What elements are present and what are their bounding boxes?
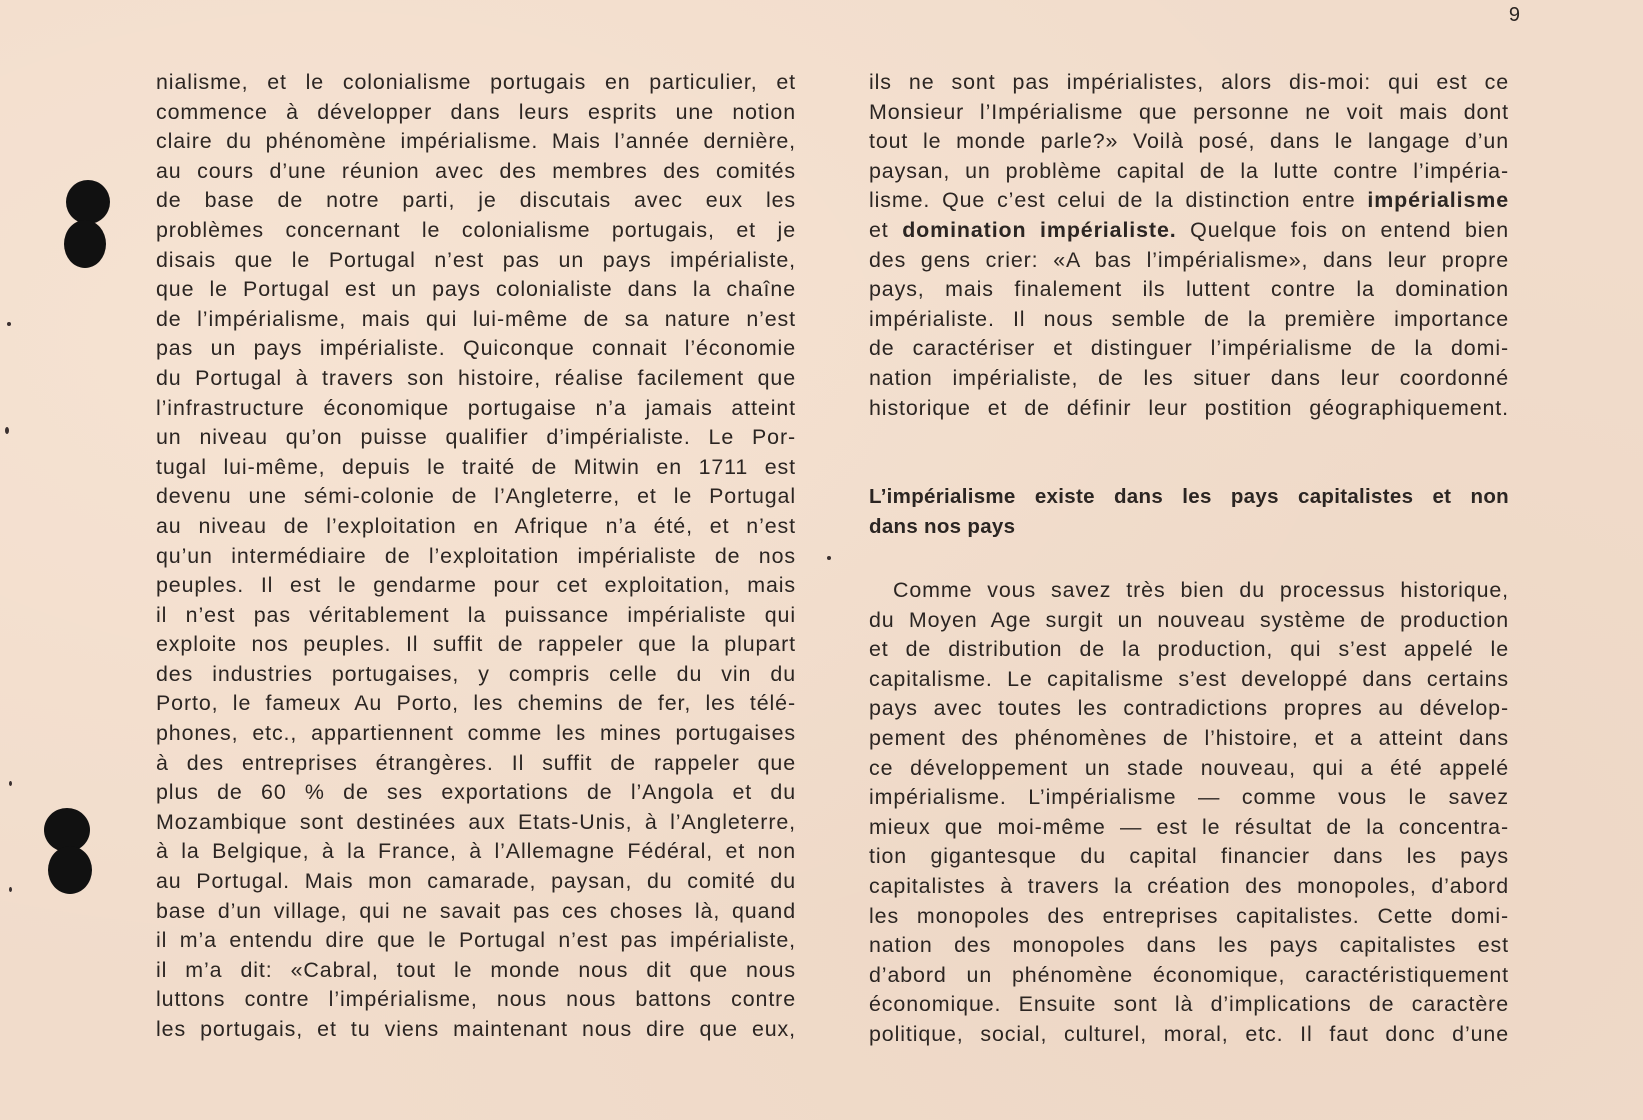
text-line: les portugais, et tu viens maintenant nous dire que eux, — [156, 1017, 796, 1041]
text-line: nation impérialiste, de les situer dans leur coordonné — [869, 365, 1509, 390]
text-line: les monopoles des entreprises capitalistes. Cette domi- — [869, 903, 1509, 928]
text-line: de base de notre parti, je discutais avec eux les — [156, 188, 796, 213]
text-line: peuples. Il est le gendarme pour cet exploitation, mais — [156, 573, 796, 598]
right-text-column-bottom — [869, 576, 1509, 1050]
text-line: au Portugal. Mais mon camarade, paysan, du comité du — [156, 869, 796, 894]
text-line: tout le monde parle?» Voilà posé, dans le langage d’un — [869, 129, 1509, 154]
bold-term-domination: domination impérialiste. — [902, 217, 1177, 242]
text-line: devenu une sémi-colonie de l’Angleterre, et le Portugal — [156, 484, 796, 509]
text-line: des gens crier: «A bas l’impérialisme», dans leur propre — [869, 247, 1509, 272]
paper-speck — [7, 322, 11, 326]
text-line: claire du phénomène impérialisme. Mais l’année dernière, — [156, 129, 796, 154]
text-line: nation des monopoles dans les pays capitalistes est — [869, 933, 1509, 958]
bold-term-imperialisme: impérialisme — [1367, 188, 1509, 213]
text-line: base d’un village, qui ne savait pas ces choses là, quand — [156, 898, 796, 923]
paper-speck — [5, 427, 9, 434]
heading-line: dans nos pays — [869, 515, 1016, 538]
text-line: phones, etc., appartiennent comme les mines portugaises — [156, 721, 796, 746]
text-line: pement des phénomènes de l’histoire, et a atteint dans — [869, 725, 1509, 750]
text-line: à des entreprises étrangères. Il suffit de rappeler que — [156, 750, 796, 775]
text-segment: lisme. Que c’est celui de la distinction entre — [869, 188, 1356, 213]
page-number: 9 — [1508, 4, 1520, 26]
heading-line: L’impérialisme existe dans les pays capitalistes et non — [869, 485, 1509, 508]
text-line: un niveau qu’on puisse qualifier d’impérialiste. Le Por- — [156, 425, 796, 450]
paper-speck — [827, 556, 831, 560]
text-line: des industries portugaises, y compris celle du vin du — [156, 661, 796, 686]
text-line: capitalisme. Le capitalisme s’est developpé dans certains — [869, 666, 1509, 691]
text-line: ils ne sont pas impérialistes, alors dis-moi: qui est ce — [869, 70, 1509, 94]
text-segment: et — [869, 217, 889, 242]
text-line: du Moyen Age surgit un nouveau système de production — [869, 607, 1509, 632]
text-line: Porto, le fameux Au Porto, les chemins de fer, les télé- — [156, 691, 796, 716]
text-line: historique et de définir leur postition géographiquement. — [869, 395, 1509, 420]
text-line: au niveau de l’exploitation en Afrique n’a été, et n’est — [156, 513, 796, 538]
text-line: économique. Ensuite sont là d’implications de caractère — [869, 992, 1509, 1017]
text-line: exploite nos peuples. Il suffit de rappeler que la plupart — [156, 632, 796, 657]
paper-speck — [9, 781, 12, 786]
text-line: commence à développer dans leurs esprits une notion — [156, 99, 796, 124]
text-line: tion gigantesque du capital financier dans les pays — [869, 844, 1509, 869]
text-line: impérialisme. L’impérialisme — comme vous le savez — [869, 785, 1509, 810]
text-line: il m’a entendu dire que le Portugal n’est pas impérialiste, — [156, 928, 796, 953]
text-line: du Portugal à travers son histoire, réalise facilement que — [156, 365, 796, 390]
text-line — [869, 216, 1509, 246]
text-line: il n’est pas véritablement la puissance impérialiste qui — [156, 602, 796, 627]
text-segment: Quelque fois on entend bien — [1190, 217, 1509, 242]
text-line: problèmes concernant le colonialisme portugais, et je — [156, 217, 796, 242]
text-line: d’abord un phénomène économique, caractéristiquement — [869, 962, 1509, 987]
text-line: capitalistes à travers la création des monopoles, d’abord — [869, 873, 1509, 898]
text-line: et de distribution de la production, qui s’est appelé le — [869, 637, 1509, 662]
text-line: Mozambique sont destinées aux Etats-Unis, à l’Angleterre, — [156, 809, 796, 834]
text-line: l’infrastructure économique portugaise n’a jamais atteint — [156, 395, 796, 420]
text-line: impérialiste. Il nous semble de la première importance — [869, 306, 1509, 331]
text-line: disais que le Portugal n’est pas un pays impérialiste, — [156, 247, 796, 272]
text-line: pas un pays impérialiste. Quiconque connait l’économie — [156, 336, 796, 361]
punch-hole-top-2 — [64, 220, 106, 268]
text-line: paysan, un problème capital de la lutte contre l’impéria- — [869, 158, 1509, 183]
text-line: nialisme, et le colonialisme portugais en particulier, et — [156, 70, 796, 94]
text-line: au cours d’une réunion avec des membres des comités — [156, 158, 796, 183]
text-line: que le Portugal est un pays colonialiste dans la chaîne — [156, 277, 796, 302]
section-heading — [869, 482, 1509, 542]
text-line: luttons contre l’impérialisme, nous nous battons contre — [156, 987, 796, 1012]
text-line: de caractériser et distinguer l’impérialisme de la domi- — [869, 336, 1509, 361]
left-text-column — [156, 68, 796, 1045]
text-line: Monsieur l’Impérialisme que personne ne voit mais dont — [869, 99, 1509, 124]
text-line — [869, 186, 1509, 216]
text-line: politique, social, culturel, moral, etc. Il faut donc d’une — [869, 1021, 1509, 1046]
text-line: pays, mais finalement ils luttent contre la domination — [869, 277, 1509, 302]
text-line: de l’impérialisme, mais qui lui-même de sa nature n’est — [156, 306, 796, 331]
text-line: plus de 60 % de ses exportations de l’Angola et du — [156, 780, 796, 805]
text-line: Comme vous savez très bien du processus historique, — [893, 578, 1509, 602]
text-line: à la Belgique, à la France, à l’Allemagne Fédéral, et non — [156, 839, 796, 864]
right-text-column-top — [869, 68, 1509, 423]
text-line: tugal lui-même, depuis le traité de Mitwin en 1711 est — [156, 454, 796, 479]
text-line: pays avec toutes les contradictions propres au dévelop- — [869, 696, 1509, 721]
punch-hole-top-1 — [66, 180, 110, 224]
text-line: mieux que moi-même — est le résultat de la concentra- — [869, 814, 1509, 839]
text-line: ce développement un stade nouveau, qui a été appelé — [869, 755, 1509, 780]
punch-hole-bottom-2 — [48, 846, 92, 894]
text-line: qu’un intermédiaire de l’exploitation impérialiste de nos — [156, 543, 796, 568]
text-line: il m’a dit: «Cabral, tout le monde nous dit que nous — [156, 957, 796, 982]
paper-speck — [9, 887, 12, 892]
